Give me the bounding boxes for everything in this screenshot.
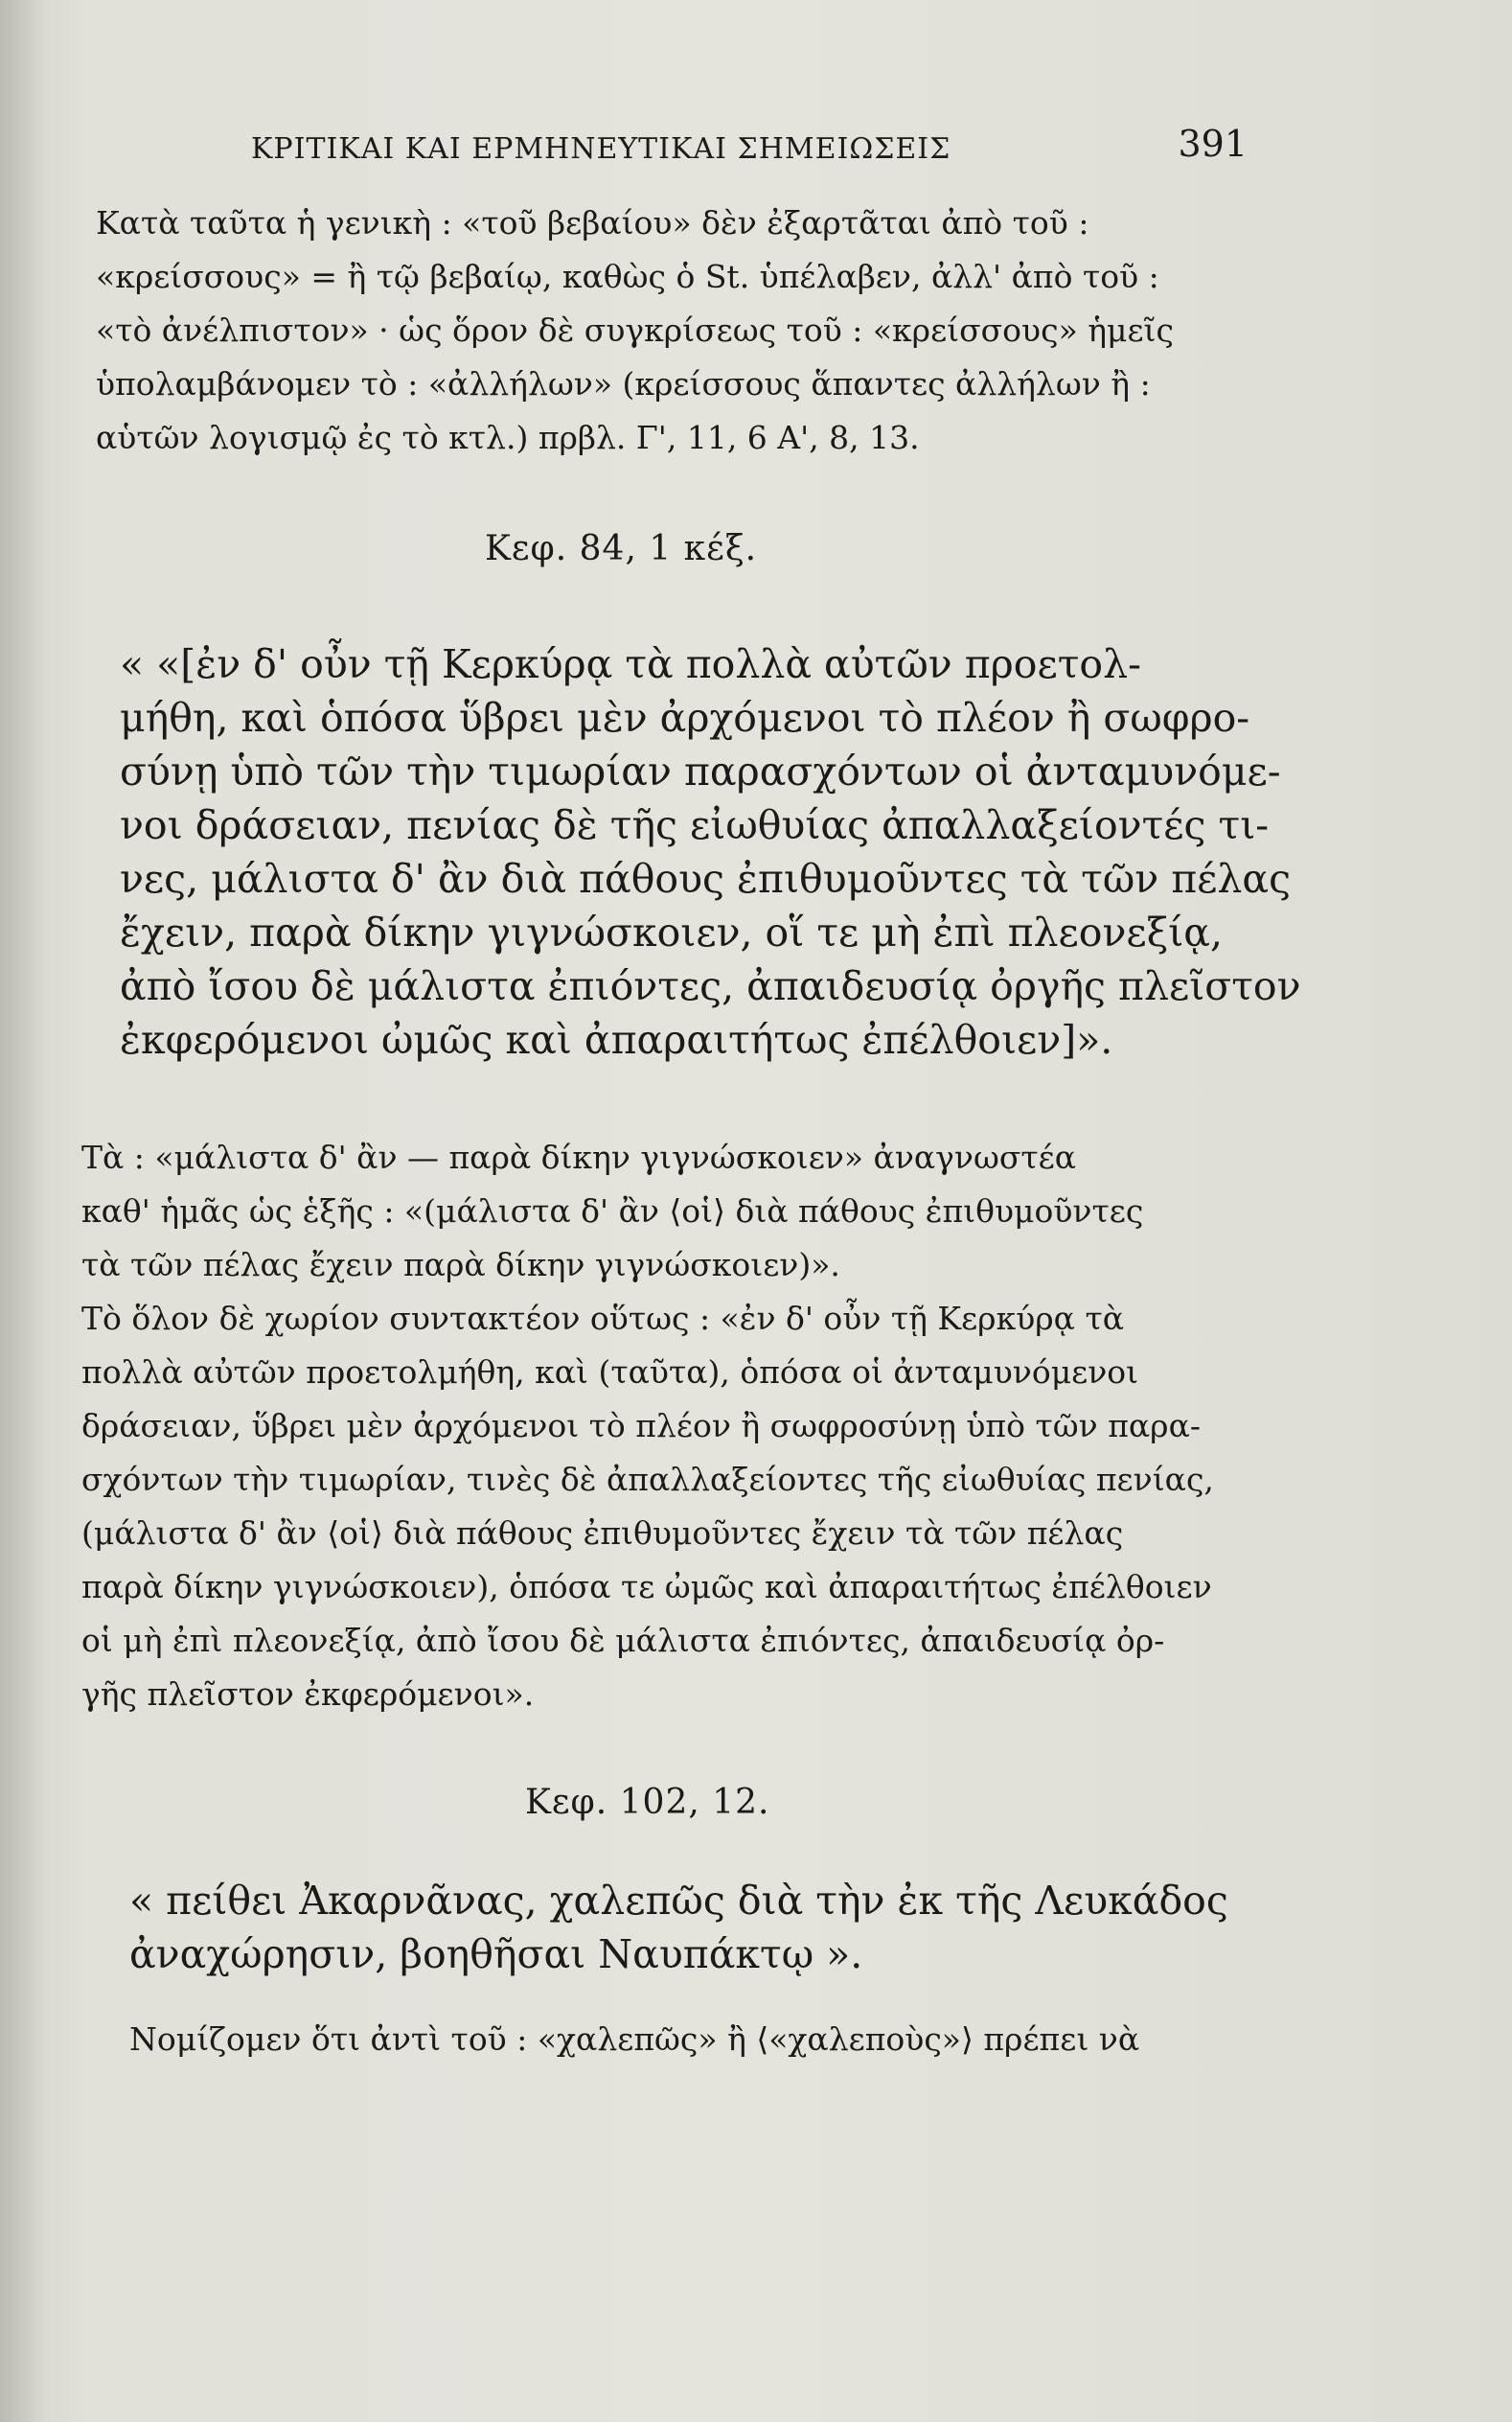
text-line: νες, μάλιστα δ' ἂν διὰ πάθους ἐπιθυμοῦντες τὰ τῶν πέλας	[120, 856, 1292, 902]
page-header	[251, 123, 1248, 180]
text-line: ἐκφερόμενοι ὠμῶς καὶ ἀπαραιτήτως ἐπέλθοιεν]».	[120, 1017, 1113, 1063]
text-line: ἀναχώρησιν, βοηθῆσαι Ναυπάκτῳ ».	[129, 1931, 863, 1977]
paragraph-2	[81, 1131, 1231, 1721]
page-number: 391	[1178, 123, 1248, 165]
text-line: πολλὰ αὐτῶν προετολμήθη, καὶ (ταῦτα), ὁπόσα οἱ ἀνταμυνόμενοι	[81, 1353, 1139, 1391]
text-line: Κατὰ ταῦτα ἡ γενικὴ : «τοῦ βεβαίου» δὲν ἐξαρτᾶται ἀπὸ τοῦ :	[96, 204, 1089, 242]
paragraph-3	[129, 2013, 1231, 2066]
text-line: αὑτῶν λογισμῷ ἐς τὸ κτλ.) πρβλ. Γ', 11, 6 Α', 8, 13.	[96, 419, 920, 456]
chapter-heading-102: Κεφ. 102, 12.	[525, 1783, 770, 1822]
paragraph-1	[96, 196, 1226, 465]
text-line: μήθη, καὶ ὁπόσα ὕβρει μὲν ἀρχόμενοι τὸ πλέον ἢ σωφρο-	[120, 695, 1250, 741]
text-line: νοι δράσειαν, πενίας δὲ τῆς εἰωθυίας ἀπαλλαξείοντές τι-	[120, 802, 1270, 848]
text-line: σχόντων τὴν τιμωρίαν, τινὲς δὲ ἀπαλλαξείοντες τῆς εἰωθυίας πενίας,	[81, 1461, 1214, 1498]
gutter-shadow	[0, 0, 48, 2422]
text-line: παρὰ δίκην γιγνώσκοιεν), ὁπόσα τε ὠμῶς καὶ ἀπαραιτήτως ἐπέλθοιεν	[81, 1568, 1212, 1605]
text-line: (μάλιστα δ' ἂν ⟨οἱ⟩ διὰ πάθους ἐπιθυμοῦντες ἔχειν τὰ τῶν πέλας	[81, 1514, 1124, 1552]
text-line: ἔχειν, παρὰ δίκην γιγνώσκοιεν, οἵ τε μὴ ἐπὶ πλεονεξίᾳ,	[120, 910, 1224, 956]
text-line: « πείθει Ἀκαρνᾶνας, χαλεπῶς διὰ τὴν ἐκ τῆς Λευκάδος	[129, 1878, 1228, 1924]
quotation-1	[120, 637, 1301, 1067]
text-line: «κρείσσους» = ἢ τῷ βεβαίῳ, καθὼς ὁ St. ὑπέλαβεν, ἀλλ' ἀπὸ τοῦ :	[96, 258, 1159, 295]
running-title: ΚΡΙΤΙΚΑΙ ΚΑΙ ΕΡΜΗΝΕΥΤΙΚΑΙ ΣΗΜΕΙΩΣΕΙΣ	[251, 132, 951, 166]
text-line: « «[ἐν δ' οὖν τῇ Κερκύρᾳ τὰ πολλὰ αὐτῶν προετολ-	[120, 641, 1141, 687]
quotation-2	[129, 1874, 1231, 1981]
text-line: Τὰ : «μάλιστα δ' ἂν — παρὰ δίκην γιγνώσκοιεν» ἀναγνωστέα	[81, 1139, 1077, 1176]
text-line: τὰ τῶν πέλας ἔχειν παρὰ δίκην γιγνώσκοιεν)».	[81, 1246, 840, 1283]
text-line: Τὸ ὅλον δὲ χωρίον συντακτέον οὕτως : «ἐν δ' οὖν τῇ Κερκύρᾳ τὰ	[81, 1300, 1124, 1337]
text-line: οἱ μὴ ἐπὶ πλεονεξίᾳ, ἀπὸ ἴσου δὲ μάλιστα ἐπιόντες, ἀπαιδευσίᾳ ὀρ-	[81, 1622, 1165, 1659]
chapter-heading-84: Κεφ. 84, 1 κέξ.	[485, 529, 758, 568]
text-line: δράσειαν, ὕβρει μὲν ἀρχόμενοι τὸ πλέον ἢ σωφροσύνῃ ὑπὸ τῶν παρα-	[81, 1407, 1202, 1444]
text-line: «τὸ ἀνέλπιστον» · ὡς ὅρον δὲ συγκρίσεως τοῦ : «κρείσσους» ἡμεῖς	[96, 311, 1174, 349]
text-line: ὑπολαμβάνομεν τὸ : «ἀλλήλων» (κρείσσους ἅπαντες ἀλλήλων ἢ :	[96, 365, 1151, 403]
text-line: σύνῃ ὑπὸ τῶν τὴν τιμωρίαν παρασχόντων οἱ ἀνταμυνόμε-	[120, 749, 1281, 795]
text-line: Νομίζομεν ὅτι ἀντὶ τοῦ : «χαλεπῶς» ἢ ⟨«χαλεποὺς»⟩ πρέπει νὰ	[129, 2020, 1140, 2058]
text-line: γῆς πλεῖστον ἐκφερόμενοι».	[81, 1675, 535, 1713]
text-line: καθ' ἡμᾶς ὡς ἑξῆς : «(μάλιστα δ' ἂν ⟨οἱ⟩ διὰ πάθους ἐπιθυμοῦντες	[81, 1192, 1144, 1230]
text-line: ἀπὸ ἴσου δὲ μάλιστα ἐπιόντες, ἀπαιδευσίᾳ ὀργῆς πλεῖστον	[120, 963, 1301, 1009]
